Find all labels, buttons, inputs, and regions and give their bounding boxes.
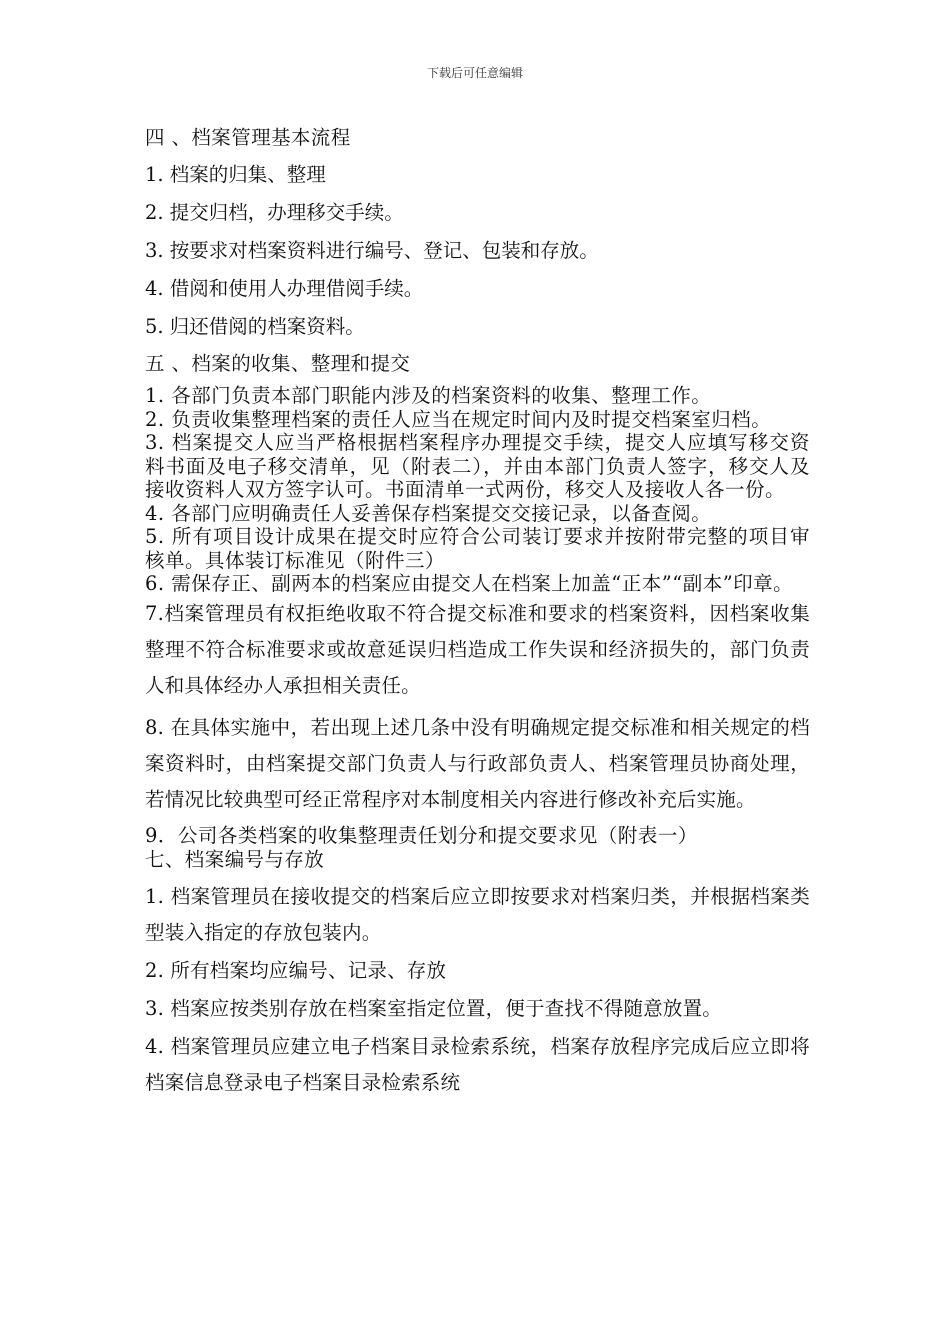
list-item: 3. 档案应按类别存放在档案室指定位置，便于查找不得随意放置。 bbox=[145, 997, 723, 1020]
list-item: 9．公司各类档案的收集整理责任划分和提交要求见（附表一） bbox=[145, 823, 698, 847]
list-item: 5. 所有项目设计成果在提交时应符合公司装订要求并按附带完整的项目审核单。具体装订标准见（附件三） bbox=[145, 525, 810, 572]
page-header-note: 下载后可任意编辑 bbox=[426, 66, 523, 80]
list-item: 6. 需保存正、副两本的档案应由提交人在档案上加盖“正本”“副本”印章。 bbox=[145, 572, 794, 595]
list-item: 1. 各部门负责本部门职能内涉及的档案资料的收集、整理工作。 bbox=[145, 384, 712, 407]
section-title: 七、档案编号与存放 bbox=[145, 848, 325, 871]
list-item: 4. 借阅和使用人办理借阅手续。 bbox=[145, 277, 424, 300]
list-item: 5. 归还借阅的档案资料。 bbox=[145, 315, 365, 338]
document-body bbox=[145, 120, 810, 1101]
list-item: 2. 提交归档，办理移交手续。 bbox=[145, 201, 404, 224]
wide-list bbox=[145, 596, 810, 818]
list-item: 4. 档案管理员应建立电子档案目录检索系统，档案存放程序完成后应立即将档案信息登录电子档案目录检索系统 bbox=[145, 1035, 810, 1094]
dense-list bbox=[145, 824, 810, 848]
section-basic-process bbox=[145, 120, 810, 346]
list-item: 1. 档案管理员在接收提交的档案后应立即按要求对档案归类，并根据档案类型装入指定的存放包装内。 bbox=[145, 885, 810, 944]
list-item: 2. 所有档案均应编号、记录、存放 bbox=[145, 959, 447, 982]
list-item: 3. 按要求对档案资料进行编号、登记、包装和存放。 bbox=[145, 239, 599, 262]
section-numbering-storage bbox=[145, 847, 810, 1101]
dense-list bbox=[145, 384, 810, 596]
list-item: 4. 各部门应明确责任人妥善保存档案提交交接记录，以备查阅。 bbox=[145, 501, 712, 525]
storage-list bbox=[145, 879, 810, 1101]
list-item: 7.档案管理员有权拒绝收取不符合提交标准和要求的档案资料，因档案收集整理不符合标准要求或故意延误归档造成工作失误和经济损失的，部门负责人和具体经办人承担相关责任。 bbox=[145, 601, 810, 697]
list-item: 1. 档案的归集、整理 bbox=[145, 163, 326, 186]
section-collection bbox=[145, 346, 810, 847]
list-item: 8. 在具体实施中，若出现上述几条中没有明确规定提交标准和相关规定的档案资料时，由档案提交部门负责人与行政部负责人、档案管理员协商处理，若情况比较典型可经正常程序对本制度相关内容进行修改补充后实施。 bbox=[145, 715, 810, 811]
section-title: 四 、档案管理基本流程 bbox=[145, 126, 351, 149]
section-title: 五 、档案的收集、整理和提交 bbox=[145, 352, 411, 375]
list-item: 2. 负责收集整理档案的责任人应当在规定时间内及时提交档案室归档。 bbox=[145, 407, 772, 431]
list-item: 3. 档案提交人应当严格根据档案程序办理提交手续，提交人应填写移交资料书面及电子移交清单，见（附表二），并由本部门负责人签字，移交人及接收资料人双方签字认可。书面清单一式两份，移交人及接收人各一份。 bbox=[145, 431, 810, 501]
